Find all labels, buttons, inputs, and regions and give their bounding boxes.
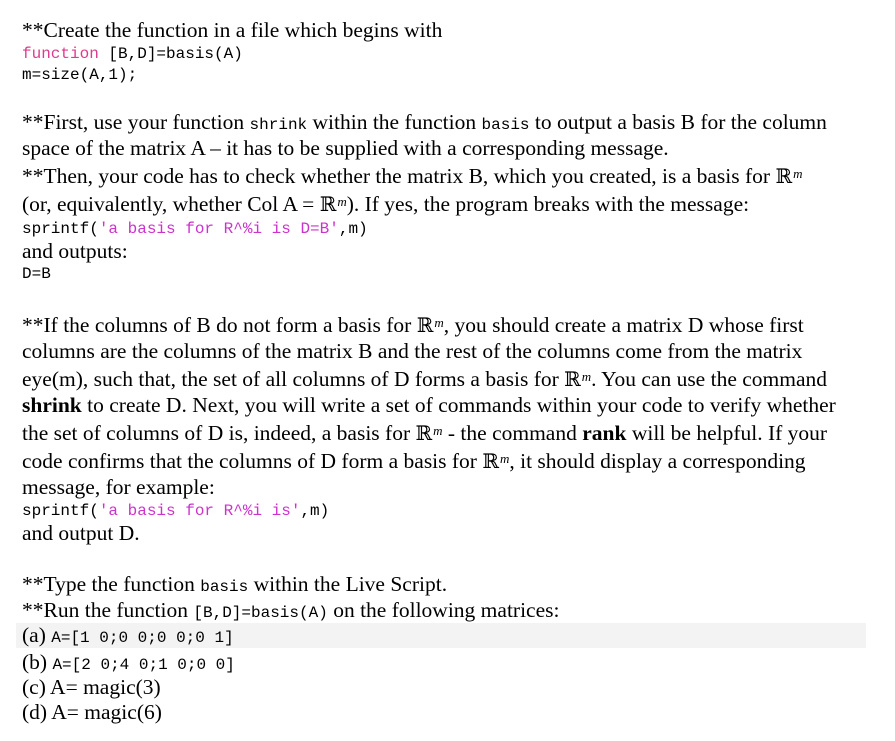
- code-d-equals-b: D=B: [22, 265, 51, 283]
- matrix-item-a: (a) A=[1 0;0 0;0 0;0 1]: [22, 623, 234, 647]
- p3-line-7: message, for example:: [22, 475, 215, 499]
- p3-line-4: shrink to create D. Next, you will write a set of commands within your code to verify whether: [22, 393, 836, 417]
- intro-line: **Create the function in a file which begins with: [22, 18, 443, 42]
- p4-line-1: **Type the function basis within the Live Script.: [22, 572, 448, 596]
- p2-line-4: (or, equivalently, whether Col A = ℝ$^m$). If yes, the program breaks with the message:: [22, 192, 750, 216]
- p2-line-1: **First, use your function shrink within the function basis to output a basis B for the column: [22, 110, 827, 134]
- code-size-line: m=size(A,1);: [22, 66, 138, 84]
- code-function-signature: function [B,D]=basis(A): [22, 45, 243, 63]
- matrix-item-b: (b) A=[2 0;4 0;1 0;0 0]: [22, 650, 235, 674]
- matrix-item-d: (d) A= magic(6): [22, 700, 162, 724]
- p2-line-5: and outputs:: [22, 239, 128, 263]
- code-sprintf-1: sprintf('a basis for R^%i is D=B',m): [22, 220, 368, 238]
- matrix-item-c: (c) A= magic(3): [22, 675, 161, 699]
- p3-line-6: code confirms that the columns of D form a basis for ℝ$^m$, it should display a corresponding: [22, 449, 806, 473]
- p2-line-3: **Then, your code has to check whether the matrix B, which you created, is a basis for ℝ$^m$: [22, 164, 803, 188]
- p3-line-5: the set of columns of D is, indeed, a basis for ℝ$^m$ - the command rank will be helpful. If your: [22, 421, 828, 445]
- p3-line-1: **If the columns of B do not form a basis for ℝ$^m$, you should create a matrix D whose first: [22, 313, 804, 337]
- p2-line-2: space of the matrix A – it has to be supplied with a corresponding message.: [22, 136, 669, 160]
- code-sprintf-2: sprintf('a basis for R^%i is',m): [22, 502, 330, 520]
- p3-line-8: and output D.: [22, 521, 140, 545]
- p3-line-2: columns are the columns of the matrix B and the rest of the columns come from the matrix: [22, 339, 803, 363]
- p4-line-2: **Run the function [B,D]=basis(A) on the following matrices:: [22, 598, 560, 622]
- p3-line-3: eye(m), such that, the set of all columns of D forms a basis for ℝ$^m$. You can use the command: [22, 367, 828, 391]
